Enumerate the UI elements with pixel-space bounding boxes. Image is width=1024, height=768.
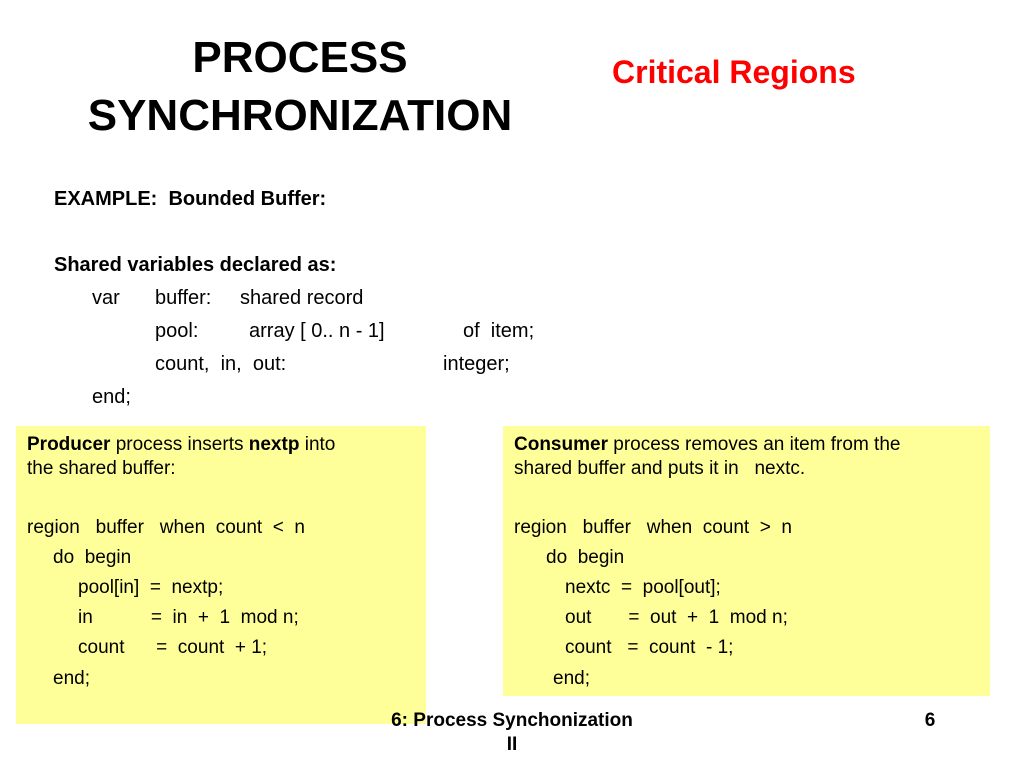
producer-text: process inserts	[110, 434, 249, 455]
consumer-code-line: out = out + 1 mod n;	[565, 607, 788, 628]
consumer-keyword: Consumer	[514, 434, 608, 455]
pool-type: array [ 0.. n - 1]	[249, 320, 385, 342]
footer-title-line2: II	[506, 734, 518, 755]
page-title-line2: SYNCHRONIZATION	[87, 91, 513, 140]
consumer-code-line: end;	[553, 668, 590, 689]
consumer-code-line: count = count - 1;	[565, 637, 734, 658]
footer-title-line1: 6: Process Synchonization	[391, 710, 633, 731]
producer-description	[27, 433, 335, 457]
buffer-label: buffer:	[155, 287, 212, 309]
producer-keyword: Producer	[27, 434, 111, 455]
page-title-line1: PROCESS	[192, 33, 408, 82]
producer-text-end: into	[299, 434, 336, 455]
consumer-text: process removes an item from the	[607, 434, 901, 455]
var-keyword: var	[92, 287, 120, 309]
count-type: integer;	[443, 353, 510, 375]
page-number: 6	[924, 710, 936, 731]
producer-code-line: end;	[53, 668, 90, 689]
consumer-code-line: do begin	[546, 547, 625, 568]
producer-box	[16, 426, 426, 724]
page-subtitle: Critical Regions	[612, 54, 856, 90]
producer-code-line: count = count + 1;	[78, 637, 268, 658]
producer-description-line2: the shared buffer:	[27, 458, 176, 479]
consumer-description	[514, 433, 900, 457]
consumer-description-line2: shared buffer and puts it in nextc.	[514, 458, 806, 479]
pool-label: pool:	[155, 320, 199, 342]
consumer-code-line: region buffer when count > n	[514, 517, 792, 538]
nextp-keyword: nextp	[248, 434, 300, 455]
count-label: count, in, out:	[155, 353, 287, 375]
producer-code-line: pool[in] = nextp;	[78, 577, 224, 598]
consumer-code-line: nextc = pool[out];	[565, 577, 721, 598]
producer-code-line: region buffer when count < n	[27, 517, 305, 538]
example-heading: EXAMPLE: Bounded Buffer:	[54, 188, 327, 210]
producer-code-line: do begin	[53, 547, 132, 568]
pool-of-item: of item;	[463, 320, 535, 342]
buffer-type: shared record	[240, 287, 364, 309]
producer-code-line: in = in + 1 mod n;	[78, 607, 299, 628]
consumer-box	[503, 426, 990, 696]
shared-variables-heading: Shared variables declared as:	[54, 254, 337, 276]
end-keyword: end;	[92, 386, 131, 408]
